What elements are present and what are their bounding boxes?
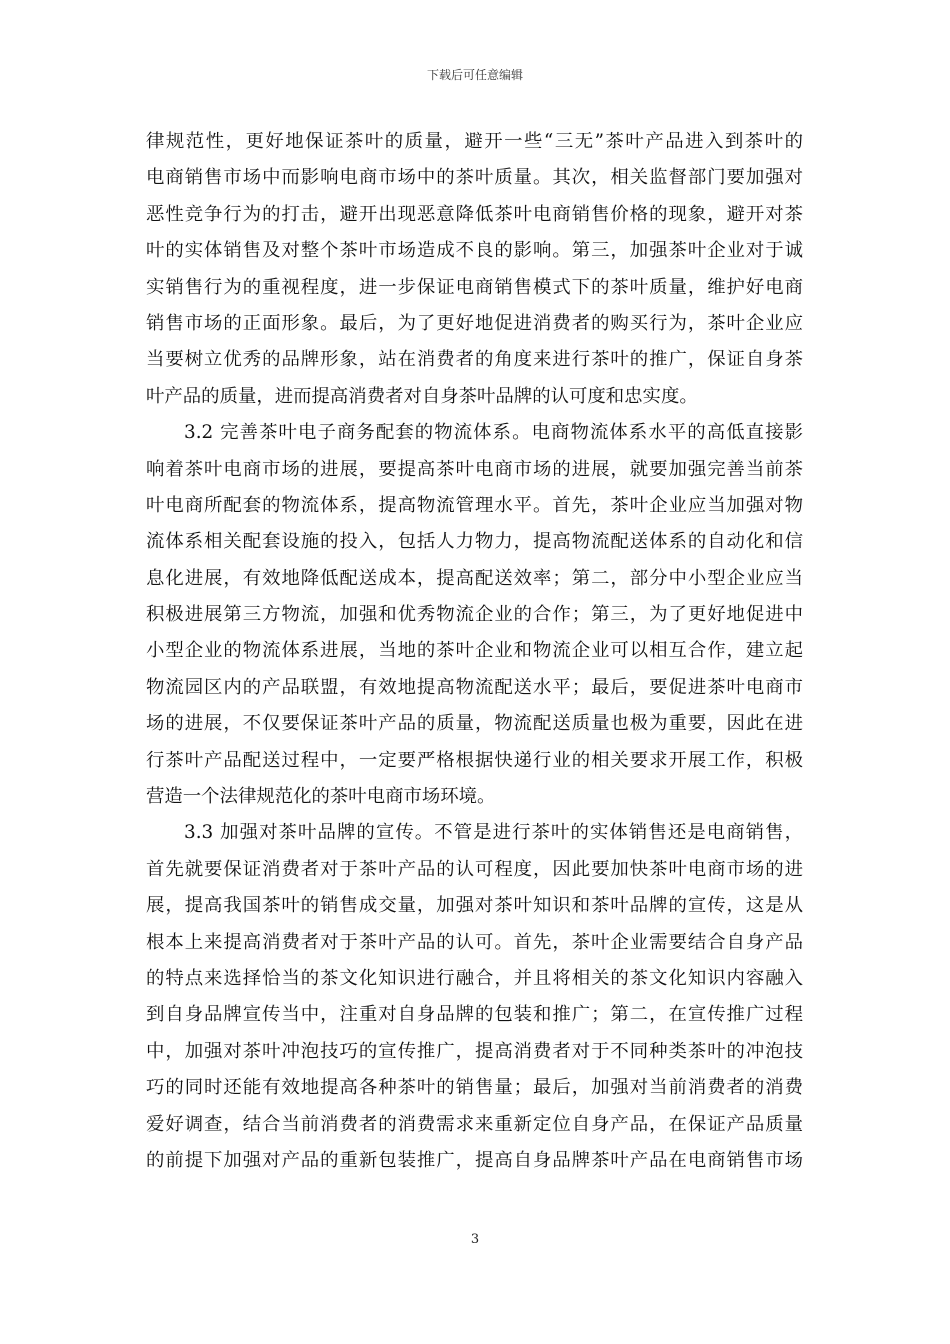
text-line: 销售市场的正面形象。最后，为了更好地促进消费者的购买行为，茶叶企业应 (146, 312, 803, 334)
text-line: 3.3 加强对茶叶品牌的宣传。不管是进行茶叶的实体销售还是电商销售， (184, 822, 803, 844)
document-body (146, 124, 803, 1179)
text-line: 的特点来选择恰当的茶文化知识进行融合，并且将相关的茶文化知识内容融入 (146, 967, 803, 989)
text-line: 物流园区内的产品联盟，有效地提高物流配送水平；最后，要促进茶叶电商市 (146, 676, 803, 698)
text-line: 巧的同时还能有效地提高各种茶叶的销售量；最后，加强对当前消费者的消费 (146, 1077, 803, 1099)
text-line: 首先就要保证消费者对于茶叶产品的认可程度，因此要加快茶叶电商市场的进 (146, 858, 803, 880)
paragraph (146, 415, 803, 815)
text-line: 律规范性，更好地保证茶叶的质量，避开一些“三无”茶叶产品进入到茶叶的 (146, 131, 803, 152)
text-line: 实销售行为的重视程度，进一步保证电商销售模式下的茶叶质量，维护好电商 (146, 276, 803, 298)
page-number: 3 (470, 1232, 480, 1247)
text-line: 小型企业的物流体系进展，当地的茶叶企业和物流企业可以相互合作，建立起 (146, 640, 803, 662)
text-line: 中，加强对茶叶冲泡技巧的宣传推广，提高消费者对于不同种类茶叶的冲泡技 (146, 1040, 803, 1062)
text-line: 根本上来提高消费者对于茶叶产品的认可。首先，茶叶企业需要结合自身产品 (146, 931, 803, 953)
text-line: 叶电商所配套的物流体系，提高物流管理水平。首先，茶叶企业应当加强对物 (146, 494, 803, 516)
text-line: 营造一个法律规范化的茶叶电商市场环境。 (146, 786, 496, 808)
page-header: 下载后可任意编辑 (426, 68, 523, 82)
text-line: 行茶叶产品配送过程中，一定要严格根据快递行业的相关要求开展工作，积极 (146, 749, 803, 771)
text-line: 到自身品牌宣传当中，注重对自身品牌的包装和推广；第二，在宣传推广过程 (146, 1004, 803, 1026)
text-line: 恶性竞争行为的打击，避开出现恶意降低茶叶电商销售价格的现象，避开对茶 (146, 203, 803, 225)
text-line: 爱好调查，结合当前消费者的消费需求来重新定位自身产品，在保证产品质量 (146, 1113, 803, 1135)
text-line: 的前提下加强对产品的重新包装推广，提高自身品牌茶叶产品在电商销售市场 (146, 1149, 803, 1171)
paragraph (146, 815, 803, 1179)
text-line: 积极进展第三方物流，加强和优秀物流企业的合作；第三，为了更好地促进中 (146, 604, 803, 626)
text-line: 流体系相关配套设施的投入，包括人力物力，提高物流配送体系的自动化和信 (146, 531, 803, 553)
text-line: 场的进展，不仅要保证茶叶产品的质量，物流配送质量也极为重要，因此在进 (146, 713, 803, 735)
text-line: 息化进展，有效地降低配送成本，提高配送效率；第二，部分中小型企业应当 (146, 567, 803, 589)
text-line: 当要树立优秀的品牌形象，站在消费者的角度来进行茶叶的推广，保证自身茶 (146, 349, 803, 371)
text-line: 展，提高我国茶叶的销售成交量，加强对茶叶知识和茶叶品牌的宣传，这是从 (146, 895, 803, 917)
text-line: 叶产品的质量，进而提高消费者对自身茶叶品牌的认可度和忠实度。 (146, 385, 698, 407)
paragraph (146, 124, 803, 415)
text-line: 电商销售市场中而影响电商市场中的茶叶质量。其次，相关监督部门要加强对 (146, 167, 803, 189)
text-line: 叶的实体销售及对整个茶叶市场造成不良的影响。第三，加强茶叶企业对于诚 (146, 240, 803, 262)
text-line: 3.2 完善茶叶电子商务配套的物流体系。电商物流体系水平的高低直接影 (184, 422, 803, 444)
text-line: 响着茶叶电商市场的进展，要提高茶叶电商市场的进展，就要加强完善当前茶 (146, 458, 803, 480)
